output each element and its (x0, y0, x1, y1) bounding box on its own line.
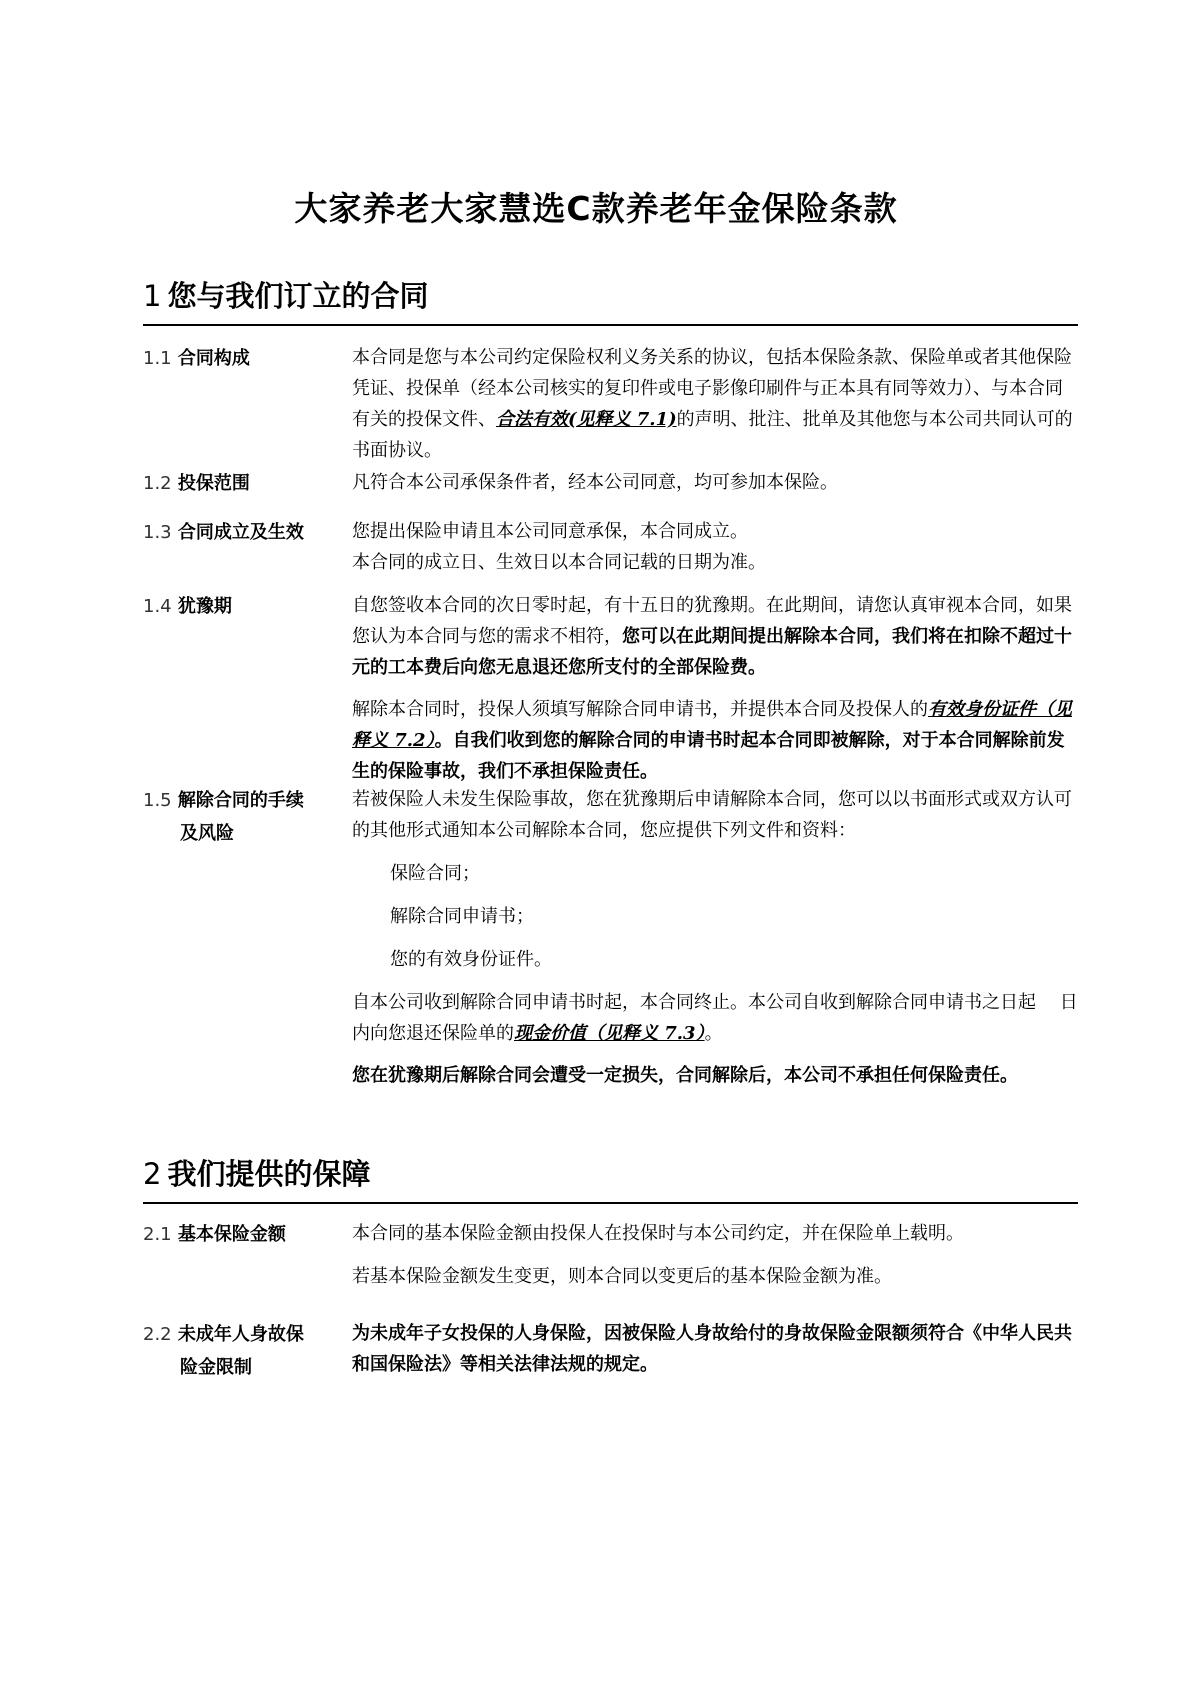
bold-paragraph: 为未成年子女投保的人身保险，因被保险人身故给付的身故保险金限额须符合《中华人民共和国保险法》等相关法律法规的规定。 (352, 1323, 1072, 1375)
section-2-heading (143, 1152, 1078, 1204)
defined-term-link[interactable]: 现金价值（见释义 7.3） (514, 1023, 705, 1044)
clause-title: 未成年人身故保 (177, 1324, 304, 1345)
bold-text: 您可以在此期间提出解除本合同，我们将在扣除不超过十元的工本费后向您无息退还您所支付的全部保险费。 (352, 626, 1072, 678)
paragraph: 本合同的基本保险金额由投保人在投保时与本公司约定，并在保险单上载明。 (352, 1223, 964, 1244)
section-number: 2 (143, 1157, 162, 1191)
clause-number: 2.2 (143, 1324, 172, 1345)
paragraph (352, 342, 1078, 466)
list-item: 您的有效身份证件。 (390, 949, 552, 970)
clause-number: 1.4 (143, 596, 172, 617)
section-title: 您与我们订立的合同 (167, 279, 429, 313)
clause-title-cont: 险金限制 (180, 1357, 252, 1378)
section-number: 1 (143, 279, 162, 313)
clause-body (352, 516, 1078, 578)
clause-number: 1.2 (143, 473, 172, 494)
clause-title: 解除合同的手续 (177, 790, 304, 811)
paragraph: 若被保险人未发生保险事故，您在犹豫期后申请解除本合同，您可以以书面形式或双方认可的其他形式通知本公司解除本合同，您应提供下列文件和资料： (352, 789, 1072, 841)
clause-label (143, 516, 333, 549)
paragraph (352, 987, 1078, 1049)
text: 解除本合同时，投保人须填写解除合同申请书，并提供本合同及投保人的 (352, 699, 928, 720)
defined-term-link[interactable]: 合法有效(见释义 7.1) (496, 409, 677, 430)
clause-body (352, 784, 1078, 1091)
clause-label (143, 342, 333, 375)
clause-number: 2.1 (143, 1224, 172, 1245)
paragraph: 您提出保险申请且本公司同意承保，本合同成立。 (352, 521, 748, 542)
clause-label (143, 784, 333, 850)
clause-number: 1.3 (143, 522, 172, 543)
list-item: 解除合同申请书； (390, 906, 534, 927)
paragraph: 本合同的成立日、生效日以本合同记载的日期为准。 (352, 552, 766, 573)
clause-body (352, 1218, 1078, 1292)
clause-title: 犹豫期 (177, 596, 232, 617)
clause-label (143, 467, 333, 500)
section-2 (143, 1152, 1078, 1378)
defined-term-link[interactable]: 有效身份证件（见释义 7.2） (352, 699, 1072, 751)
section-title: 我们提供的保障 (167, 1157, 371, 1191)
clause-title-cont: 及风险 (180, 823, 234, 844)
clause-number: 1.1 (143, 348, 172, 369)
section-1 (143, 274, 1078, 1086)
clause-label (143, 590, 333, 623)
clause-title: 投保范围 (177, 473, 250, 494)
paragraph: 凡符合本公司承保条件者，经本公司同意，均可参加本保险。 (352, 472, 838, 493)
clause-title: 基本保险金额 (177, 1224, 286, 1245)
bold-text: 。自我们收到您的解除合同的申请书时起本合同即被解除，对于本合同解除前发生的保险事故，我们不承担保险责任。 (352, 730, 1065, 782)
clause-label (143, 1218, 333, 1251)
list-item: 保险合同； (390, 863, 480, 884)
clause-label (143, 1318, 333, 1384)
paragraph (352, 590, 1078, 683)
document-title: 大家养老大家慧选C款养老年金保险条款 (294, 189, 898, 228)
clause-body (352, 1318, 1078, 1380)
text: 自您签收本合同的次日零时起，有十五日的犹豫期。在此期间，请您认真审视本合同，如果您认为本合同与您的需求不相符， (352, 595, 1072, 647)
clause-body (352, 467, 1078, 498)
text: 本合同是您与本公司约定保险权利义务关系的协议，包括本保险条款、保险单或者其他保险凭证、投保单（经本公司核实的复印件或电子影像印刷件与正本具有同等效力）、与本合同有关的投保文件、 (352, 347, 1072, 430)
clause-body (352, 590, 1078, 787)
clause-number: 1.5 (143, 790, 172, 811)
clause-title: 合同成立及生效 (177, 522, 304, 543)
paragraph: 若基本保险金额发生变更，则本合同以变更后的基本保险金额为准。 (352, 1266, 892, 1287)
text: 的声明、批注、批单及其他您与本公司共同认可的书面协议。 (352, 409, 1073, 461)
warning-paragraph: 您在犹豫期后解除合同会遭受一定损失，合同解除后，本公司不承担任何保险责任。 (352, 1065, 1018, 1086)
text: 自本公司收到解除合同申请书时起，本合同终止。本公司自收到解除合同申请书之日起 日内向您退还保险单的 (352, 992, 1078, 1044)
clause-body (352, 342, 1078, 466)
clause-title: 合同构成 (177, 348, 250, 369)
text: 。 (704, 1023, 723, 1044)
paragraph (352, 694, 1078, 787)
section-1-heading (143, 274, 1078, 326)
